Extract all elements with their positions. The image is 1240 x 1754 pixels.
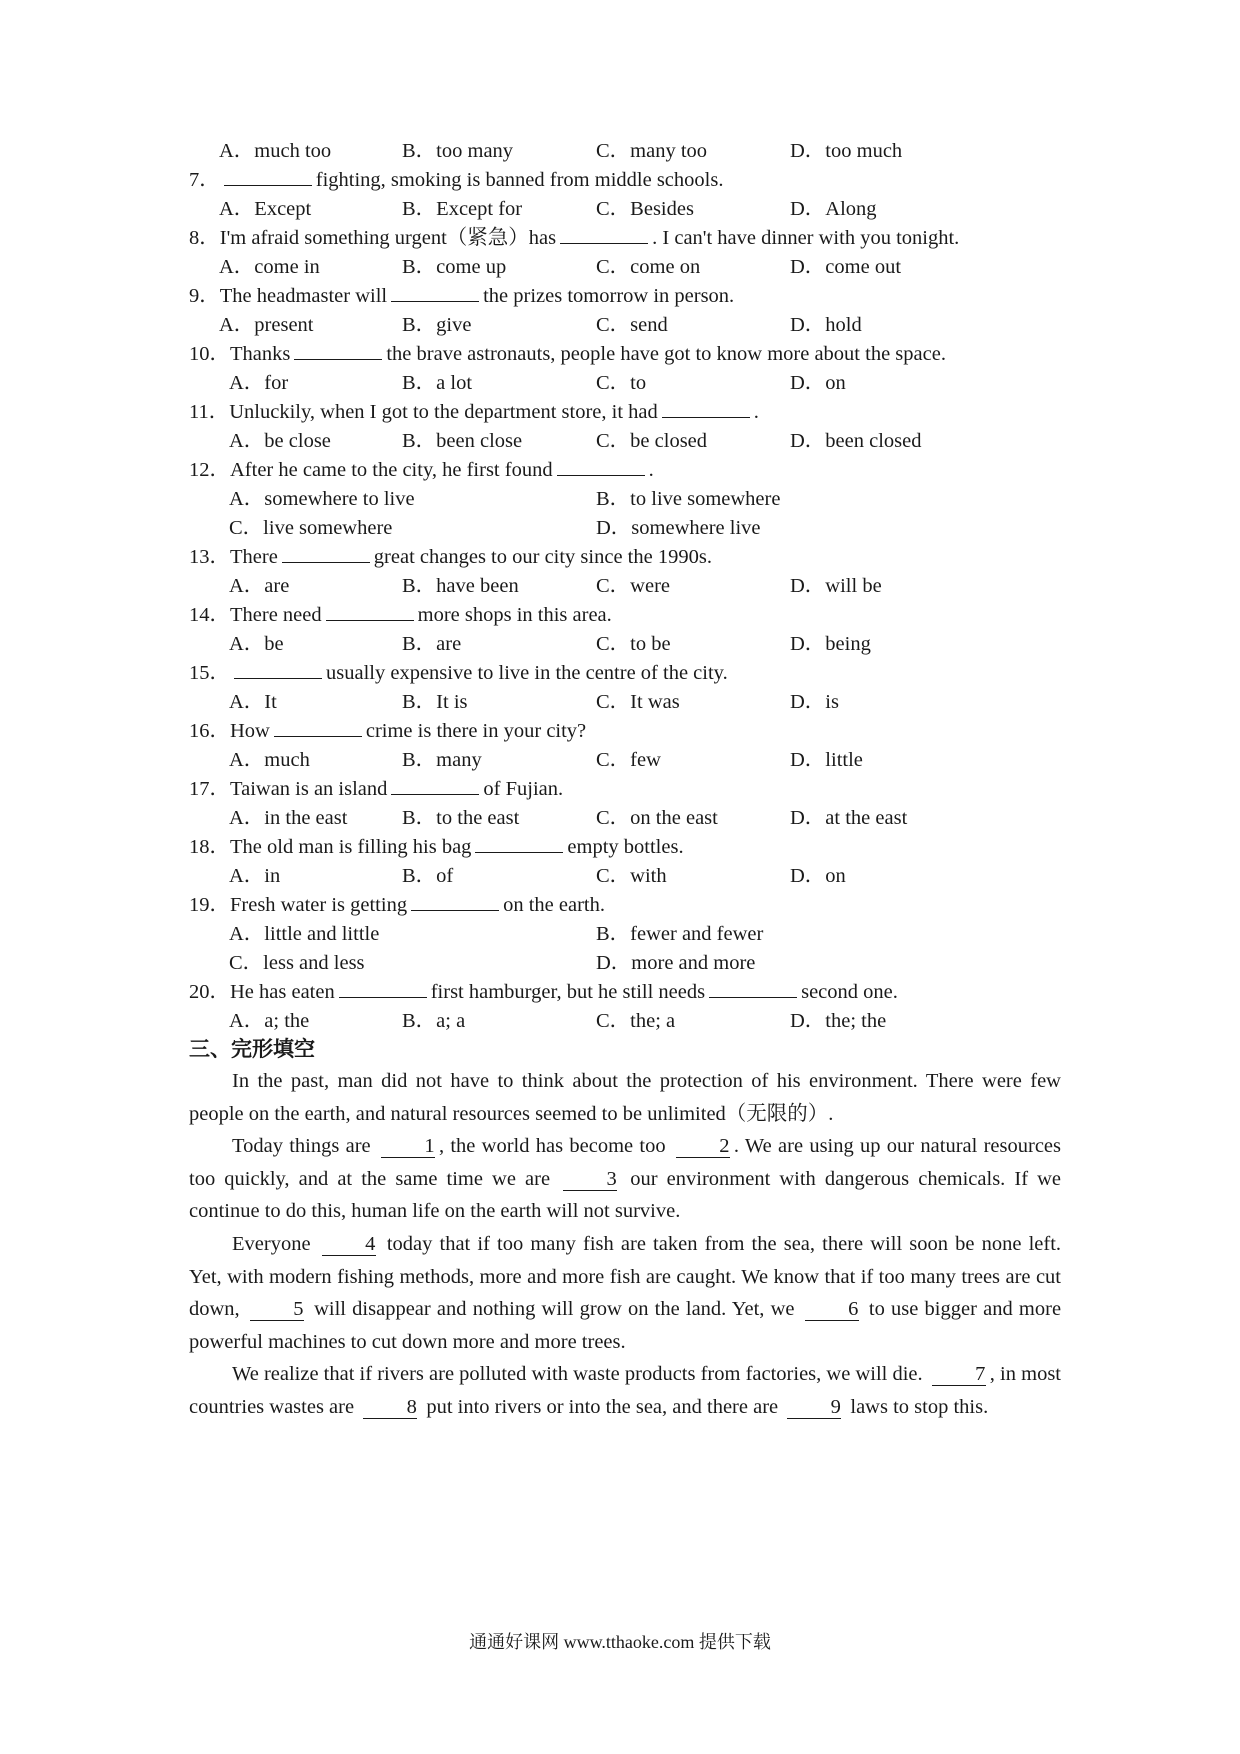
- answer-blank: [391, 283, 479, 302]
- question-text-after: second one.: [801, 981, 898, 1003]
- option-c: C．with: [596, 865, 667, 887]
- option-d: D．at the east: [790, 807, 908, 829]
- question-12-stem: [189, 454, 1061, 486]
- option-d: D．more and more: [596, 952, 756, 974]
- question-text-before: He has eaten: [230, 981, 335, 1003]
- question-text-before: How: [230, 720, 270, 742]
- question-text-after: of Fujian.: [483, 778, 564, 800]
- answer-blank: [709, 979, 797, 998]
- cloze-blank-7: 7: [932, 1363, 986, 1386]
- option-d: D．hold: [790, 314, 862, 336]
- answer-blank: [557, 457, 645, 476]
- cloze-blank-2: 2: [676, 1135, 730, 1158]
- option-a: A．much: [229, 749, 310, 771]
- option-b: B．fewer and fewer: [596, 923, 764, 945]
- answer-blank: [391, 776, 479, 795]
- question-text-before: There need: [230, 604, 322, 626]
- option-d: D．been closed: [790, 430, 922, 452]
- option-d: D．is: [790, 691, 839, 713]
- option-a: A．It: [229, 691, 277, 713]
- cloze-blank-8: 8: [363, 1396, 417, 1419]
- question-text-before: I'm afraid something urgent（紧急）has: [219, 227, 557, 249]
- option-b: B．to live somewhere: [596, 488, 781, 510]
- section-title-cloze: 三、完形填空: [189, 1037, 315, 1061]
- option-b: B．a; a: [402, 1010, 466, 1032]
- question-text-before: Thanks: [230, 343, 291, 365]
- question-text-before: The headmaster will: [219, 285, 388, 307]
- passage-paragraph-1: In the past, man did not have to think about the protection of his environment. There were few people on the earth, and natural resources seemed to be unlimited（无限的）.: [189, 1070, 1061, 1125]
- passage-text: today that if too many fish are taken from the sea, there will soon be none left. Yet, with modern fishing methods, more and more fish are caught. We know that if too many trees are cut down,: [189, 1232, 1062, 1321]
- option-a: A．little and little: [229, 923, 380, 945]
- option-d: D．will be: [790, 575, 882, 597]
- question-15-stem: [189, 657, 1061, 689]
- answer-blank: [339, 979, 427, 998]
- question-8-stem: [189, 222, 1061, 254]
- question-number: 11．: [189, 401, 230, 423]
- question-text-after: on the earth.: [503, 894, 605, 916]
- question-number: 17．: [189, 778, 230, 800]
- option-a: A．come in: [219, 256, 320, 278]
- question-10-stem: [189, 338, 1061, 370]
- question-7-stem: [189, 164, 1061, 196]
- question-text-before: The old man is filling his bag: [230, 836, 472, 858]
- option-c: C．the; a: [596, 1010, 676, 1032]
- option-a: A．for: [229, 372, 289, 394]
- option-d: D．Along: [790, 198, 877, 220]
- option-b: B．of: [402, 865, 454, 887]
- passage-text: to use bigger and more powerful machines to cut down more and more trees.: [189, 1298, 1062, 1353]
- passage-text: put into rivers or into the sea, and there are: [426, 1395, 779, 1418]
- option-d: D．come out: [790, 256, 902, 278]
- question-number: 9．: [189, 285, 220, 307]
- option-c: C．Besides: [596, 198, 694, 220]
- option-d: D．little: [790, 749, 863, 771]
- question-text-before: Taiwan is an island: [230, 778, 388, 800]
- answer-blank: [282, 544, 370, 563]
- question-text-after: crime is there in your city?: [365, 720, 587, 742]
- cloze-blank-6: 6: [805, 1298, 859, 1321]
- option-b: B．give: [402, 314, 472, 336]
- option-a: A．be close: [229, 430, 331, 452]
- option-c: C．live somewhere: [229, 517, 393, 539]
- passage-text: our environment with dangerous chemicals. If we continue to do this, human life on the earth will not survive.: [189, 1167, 1062, 1223]
- answer-blank: [234, 660, 322, 679]
- option-a: A．in: [229, 865, 281, 887]
- option-d: D．somewhere live: [596, 517, 761, 539]
- question-text-after: .: [753, 401, 759, 423]
- option-d: D．the; the: [790, 1010, 887, 1032]
- cloze-blank-5: 5: [250, 1298, 304, 1321]
- cloze-blank-1: 1: [381, 1135, 435, 1158]
- question-number: 10．: [189, 343, 230, 365]
- option-d: D．too much: [790, 140, 903, 162]
- passage-paragraph-2: [189, 1130, 1061, 1228]
- option-b: B．are: [402, 633, 462, 655]
- question-text-before: There: [230, 546, 278, 568]
- option-c: C．come on: [596, 256, 701, 278]
- question-text-before: Unluckily, when I got to the department store, it had: [229, 401, 658, 423]
- answer-blank: [274, 718, 362, 737]
- question-number: 16．: [189, 720, 230, 742]
- passage-paragraph-4: [189, 1358, 1061, 1423]
- question-text-after: empty bottles.: [567, 836, 684, 858]
- question-text-after: great changes to our city since the 1990s.: [373, 546, 712, 568]
- option-a: A．present: [219, 314, 314, 336]
- question-11-stem: [189, 396, 1061, 428]
- cloze-blank-3: 3: [563, 1168, 617, 1191]
- option-a: A．in the east: [229, 807, 348, 829]
- question-number: 15．: [189, 662, 230, 684]
- page-footer: 通通好课网 www.tthaoke.com 提供下载: [469, 1632, 771, 1652]
- cloze-blank-4: 4: [322, 1233, 376, 1256]
- question-text-before: Fresh water is getting: [230, 894, 408, 916]
- option-c: C．few: [596, 749, 661, 771]
- question-number: 20．: [189, 981, 230, 1003]
- answer-blank: [662, 399, 750, 418]
- option-b: B．a lot: [402, 372, 473, 394]
- question-number: 7．: [189, 169, 220, 191]
- option-a: A．a; the: [229, 1010, 310, 1032]
- passage-text: , the world has become too: [438, 1135, 666, 1158]
- passage-text: . We are using up our natural resources too quickly, and at the same time we are: [189, 1135, 1062, 1190]
- question-text-after: fighting, smoking is banned from middle schools.: [315, 169, 724, 191]
- question-text-after: the prizes tomorrow in person.: [483, 285, 735, 307]
- option-a: A．are: [229, 575, 290, 597]
- option-a: A．much too: [219, 140, 332, 162]
- passage-text: , in most countries wastes are: [189, 1363, 1062, 1418]
- question-text-after: . I can't have dinner with you tonight.: [652, 227, 960, 249]
- answer-blank: [294, 341, 382, 360]
- passage-text: laws to stop this.: [850, 1395, 989, 1418]
- question-text-after: the brave astronauts, people have got to know more about the space.: [386, 343, 946, 365]
- passage-text: Everyone: [232, 1232, 311, 1255]
- question-number: 13．: [189, 546, 230, 568]
- option-c: C．to be: [596, 633, 671, 655]
- question-number: 18．: [189, 836, 230, 858]
- option-b: B．been close: [402, 430, 523, 452]
- option-b: B．have been: [402, 575, 519, 597]
- question-18-stem: [189, 831, 1061, 863]
- question-text-middle: first hamburger, but he still needs: [430, 981, 706, 1003]
- option-c: C．less and less: [229, 952, 365, 974]
- question-number: 12．: [189, 459, 230, 481]
- question-number: 8．: [189, 227, 220, 249]
- option-a: A．be: [229, 633, 284, 655]
- question-text-after: .: [648, 459, 654, 481]
- option-b: B．many: [402, 749, 482, 771]
- question-number: 14．: [189, 604, 230, 626]
- question-text-before: After he came to the city, he first found: [230, 459, 553, 481]
- question-13-stem: [189, 541, 1061, 573]
- option-c: C．were: [596, 575, 671, 597]
- option-c: C．It was: [596, 691, 680, 713]
- question-19-stem: [189, 889, 1061, 921]
- passage-text: Today things are: [232, 1135, 371, 1158]
- option-b: B．Except for: [402, 198, 523, 220]
- option-b: B．It is: [402, 691, 468, 713]
- option-d: D．on: [790, 372, 846, 394]
- option-d: D．on: [790, 865, 846, 887]
- option-b: B．to the east: [402, 807, 520, 829]
- question-16-stem: [189, 715, 1061, 747]
- passage-text: We realize that if rivers are polluted with waste products from factories, we will die.: [232, 1363, 923, 1386]
- option-b: B．come up: [402, 256, 507, 278]
- option-a: A．Except: [219, 198, 312, 220]
- option-c: C．to: [596, 372, 647, 394]
- question-text-after: usually expensive to live in the centre of the city.: [326, 662, 728, 684]
- answer-blank: [475, 834, 563, 853]
- question-17-stem: [189, 773, 1061, 805]
- option-a: A．somewhere to live: [229, 488, 415, 510]
- passage-paragraph-3: [189, 1228, 1061, 1358]
- question-9-stem: [189, 280, 1061, 312]
- question-14-stem: [189, 599, 1061, 631]
- passage-text: will disappear and nothing will grow on the land. Yet, we: [314, 1298, 795, 1321]
- question-number: 19．: [189, 894, 230, 916]
- option-c: C．many too: [596, 140, 708, 162]
- answer-blank: [411, 892, 499, 911]
- cloze-blank-9: 9: [787, 1396, 841, 1419]
- option-c: C．on the east: [596, 807, 718, 829]
- cloze-passage: [189, 1065, 1061, 1424]
- option-c: C．send: [596, 314, 668, 336]
- answer-blank: [560, 225, 648, 244]
- option-d: D．being: [790, 633, 871, 655]
- answer-blank: [326, 602, 414, 621]
- option-c: C．be closed: [596, 430, 708, 452]
- question-20-stem: [189, 976, 1061, 1008]
- option-b: B．too many: [402, 140, 514, 162]
- answer-blank: [224, 167, 312, 186]
- question-text-after: more shops in this area.: [417, 604, 612, 626]
